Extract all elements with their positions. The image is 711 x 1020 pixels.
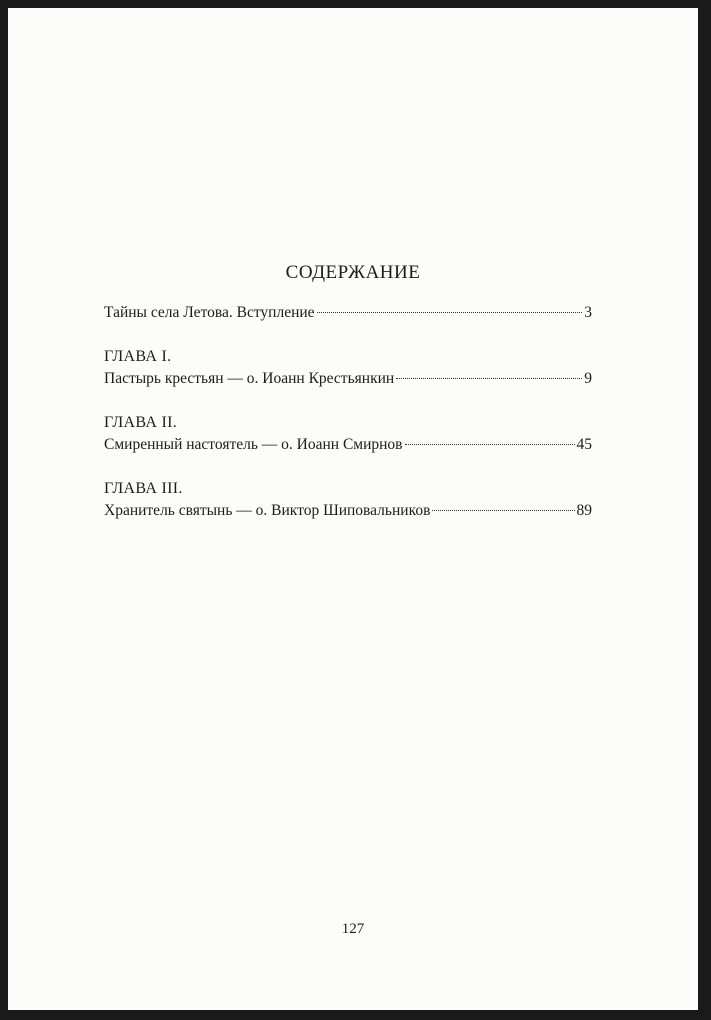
dot-leader — [396, 378, 582, 379]
chapter-heading-2: ГЛАВА II. — [104, 414, 178, 431]
chapter-heading-1: ГЛАВА I. — [104, 348, 172, 365]
toc-entry-page: 3 — [584, 304, 592, 321]
chapter-heading-3: ГЛАВА III. — [104, 480, 183, 497]
dot-leader — [405, 444, 575, 445]
toc-entry-chapter-3[interactable] — [104, 502, 592, 528]
toc-entry-page: 45 — [576, 436, 592, 453]
toc-entry-label: Тайны села Летова. Вступление — [104, 304, 315, 321]
toc-entry-page: 89 — [576, 502, 592, 519]
book-page — [8, 8, 698, 1010]
toc-entry-page: 9 — [584, 370, 592, 387]
toc-entry-label: Хранитель святынь — о. Виктор Шиповальников — [104, 502, 431, 519]
table-of-contents — [104, 304, 592, 528]
toc-entry-label: Смиренный настоятель — о. Иоанн Смирнов — [104, 436, 403, 453]
toc-entry-intro[interactable] — [104, 304, 592, 330]
toc-title: СОДЕРЖАНИЕ — [285, 262, 421, 283]
toc-entry-chapter-2[interactable] — [104, 436, 592, 462]
dot-leader — [317, 312, 583, 313]
dot-leader — [432, 510, 574, 511]
toc-entry-chapter-1[interactable] — [104, 370, 592, 396]
page-number: 127 — [341, 921, 365, 937]
toc-entry-label: Пастырь крестьян — о. Иоанн Крестьянкин — [104, 370, 395, 387]
